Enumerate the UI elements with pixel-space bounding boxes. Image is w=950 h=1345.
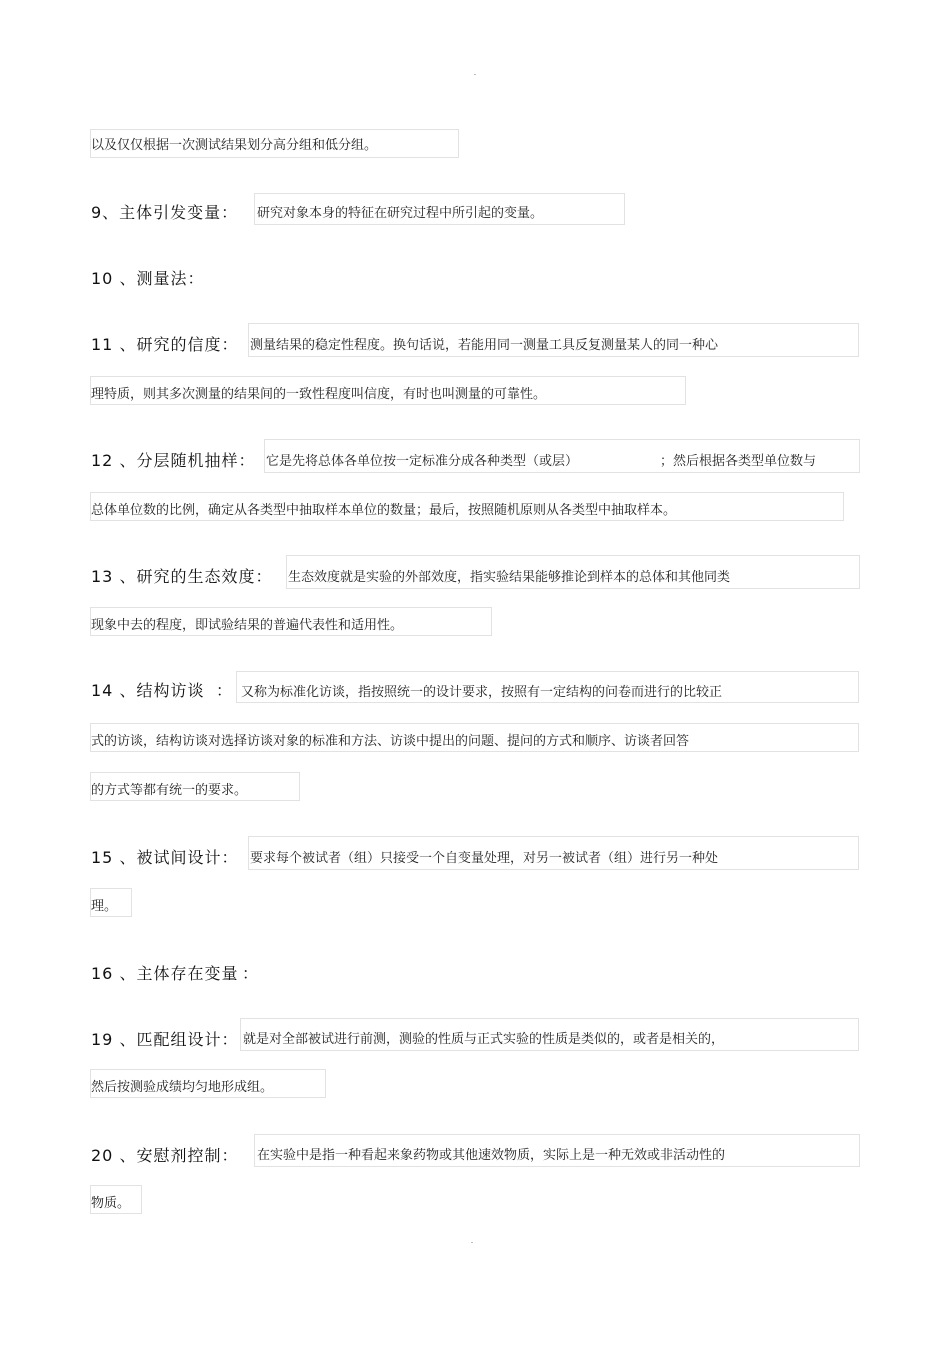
term-colon: ： xyxy=(242,964,260,983)
definition-line: 就是对全部被试进行前测，测验的性质与正式实验的性质是类似的，或者是相关的， xyxy=(243,1032,725,1047)
term-heading: 15 、被试间设计： xyxy=(91,848,239,867)
definition-line: 以及仅仅根据一次测试结果划分高分组和低分组。 xyxy=(91,138,378,153)
definition-line: 生态效度就是实验的外部效度，指实验结果能够推论到样本的总体和其他同类 xyxy=(288,570,731,585)
term-heading: 14 、结构访谈 xyxy=(91,681,205,700)
definition-line: 在实验中是指一种看起来象药物或其他速效物质，实际上是一种无效或非活动性的 xyxy=(257,1148,726,1163)
definition-line: 理。 xyxy=(91,899,118,914)
term-heading: 9、主体引发变量： xyxy=(91,203,239,222)
definition-line: 又称为标准化访谈，指按照统一的设计要求，按照有一定结构的问卷而进行的比较正 xyxy=(241,685,723,700)
term-heading: 10 、测量法： xyxy=(91,269,205,288)
definition-line: 的方式等都有统一的要求。 xyxy=(91,783,248,798)
definition-line: 研究对象本身的特征在研究过程中所引起的变量。 xyxy=(257,206,544,221)
definition-line: 测量结果的稳定性程度。换句话说，若能用同一测量工具反复测量某人的同一种心 xyxy=(250,338,719,353)
definition-line: 要求每个被试者（组）只接受一个自变量处理，对另一被试者（组）进行另一种处 xyxy=(250,851,719,866)
bottom-dot xyxy=(471,1242,473,1243)
term-heading: 20 、安慰剂控制： xyxy=(91,1146,239,1165)
definition-line: 然后按测验成绩均匀地形成组。 xyxy=(91,1080,274,1095)
term-heading: 19 、匹配组设计： xyxy=(91,1030,239,1049)
definition-line: 物质。 xyxy=(91,1196,131,1211)
term-heading: 11 、研究的信度： xyxy=(91,335,239,354)
definition-line: 现象中去的程度，即试验结果的普遍代表性和适用性。 xyxy=(91,618,404,633)
definition-line: 总体单位数的比例，确定从各类型中抽取样本单位的数量；最后，按照随机原则从各类型中抽取样本。 xyxy=(91,503,677,518)
term-colon: ： xyxy=(216,681,234,700)
definition-line: 它是先将总体各单位按一定标准分成各种类型（或层） xyxy=(266,454,579,469)
top-dot xyxy=(474,74,476,75)
definition-line: ；然后根据各类型单位数与 xyxy=(660,454,817,469)
term-heading: 12 、分层随机抽样： xyxy=(91,451,256,470)
term-heading: 16 、主体存在变量 xyxy=(91,964,239,983)
definition-line: 式的访谈，结构访谈对选择访谈对象的标准和方法、访谈中提出的问题、提问的方式和顺序、访谈者回答 xyxy=(91,734,690,749)
definition-line: 理特质，则其多次测量的结果间的一致性程度叫信度，有时也叫测量的可靠性。 xyxy=(91,387,547,402)
term-heading: 13 、研究的生态效度： xyxy=(91,567,273,586)
